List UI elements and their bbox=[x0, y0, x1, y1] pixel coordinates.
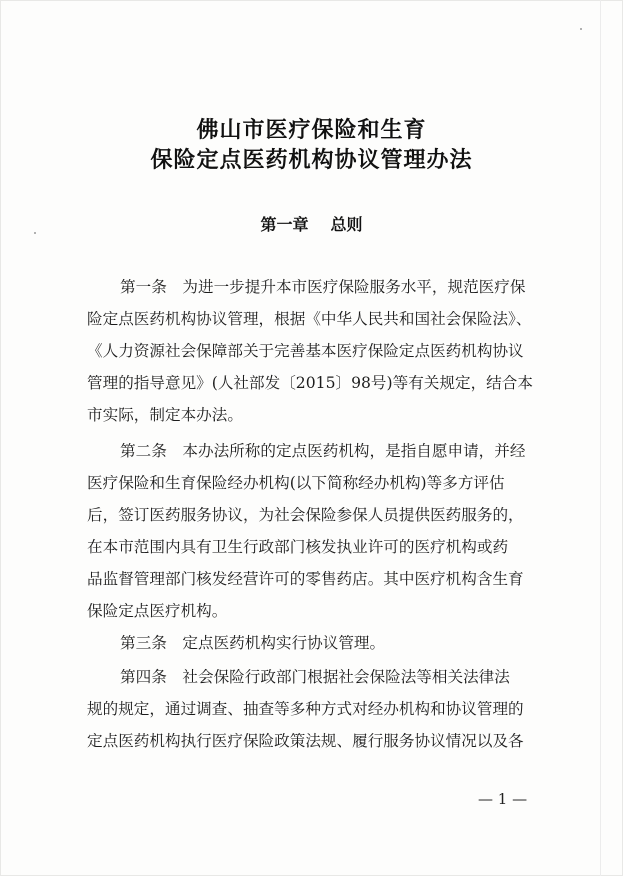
text-line: 后，签订医药服务协议，为社会保险参保人员提供医药服务的， bbox=[87, 506, 524, 524]
text-line: 定点医药机构执行医疗保险政策法规、履行服务协议情况以及各 bbox=[87, 732, 524, 750]
scan-speck bbox=[34, 232, 36, 234]
chapter-title: 总则 bbox=[330, 215, 363, 234]
text-line: 第一条 为进一步提升本市医疗保险服务水平，规范医疗保 bbox=[120, 278, 526, 296]
chapter-heading bbox=[0, 212, 623, 235]
text-line: 第三条 定点医药机构实行协议管理。 bbox=[120, 634, 386, 652]
text-line: 险定点医药机构协议管理，根据《中华人民共和国社会保险法》、 bbox=[87, 310, 532, 328]
text-line: 品监督管理部门核发经营许可的零售药店。其中医疗机构含生育 bbox=[87, 570, 524, 588]
document-title-line-2: 保险定点医药机构协议管理办法 bbox=[150, 148, 473, 173]
text-line: 第二条 本办法所称的定点医药机构，是指自愿申请，并经 bbox=[120, 442, 526, 460]
text-line: 市实际，制定本办法。 bbox=[87, 406, 243, 424]
text-line: 管理的指导意见》(人社部发〔2015〕98号)等有关规定，结合本 bbox=[87, 374, 533, 392]
text-line: 第四条 社会保险行政部门根据社会保险法等相关法律法 bbox=[120, 668, 510, 686]
text-line: 规的规定，通过调查、抽查等多种方式对经办机构和协议管理的 bbox=[87, 700, 524, 718]
chapter-number: 第一章 bbox=[260, 215, 309, 234]
text-line: 在本市范围内具有卫生行政部门核发执业许可的医疗机构或药 bbox=[87, 538, 509, 556]
document-title-line-1: 佛山市医疗保险和生育 bbox=[196, 118, 427, 143]
text-line: 医疗保险和生育保险经办机构(以下简称经办机构)等多方评估 bbox=[87, 474, 505, 492]
text-line: 《人力资源社会保障部关于完善基本医疗保险定点医药机构协议 bbox=[87, 342, 524, 360]
page-number: — 1 — bbox=[478, 790, 528, 808]
text-line: 保险定点医疗机构。 bbox=[87, 602, 228, 620]
scan-speck bbox=[580, 28, 582, 30]
